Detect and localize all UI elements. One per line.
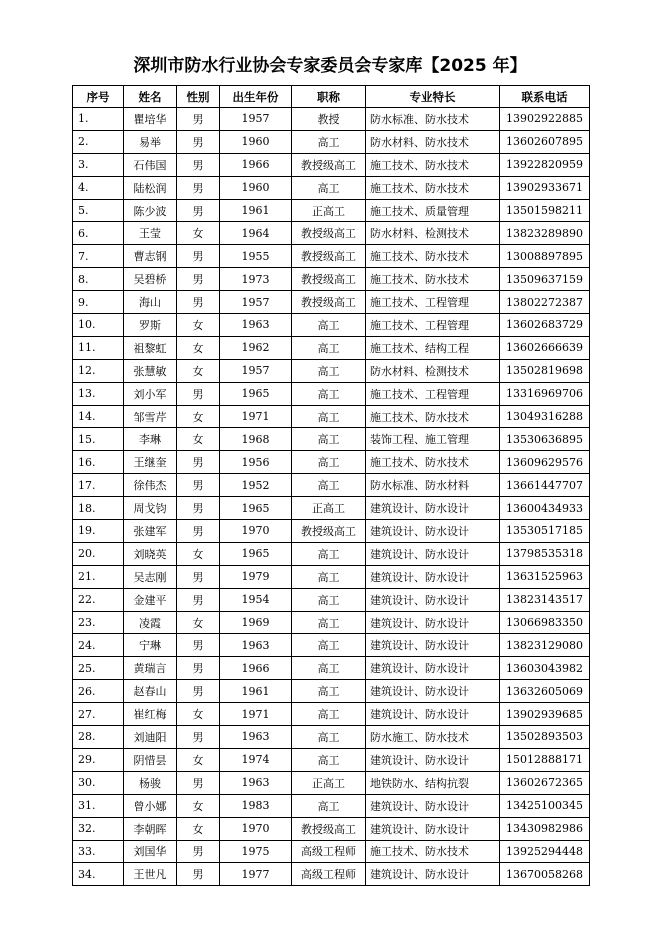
cell-name: 宁琳 — [124, 634, 177, 657]
cell-birth-year: 1960 — [220, 176, 292, 199]
table-row — [73, 588, 590, 611]
cell-title: 高工 — [292, 703, 366, 726]
cell-gender: 女 — [177, 748, 220, 771]
cell-name: 凌霞 — [124, 611, 177, 634]
cell-gender: 男 — [177, 291, 220, 314]
table-body — [73, 108, 590, 886]
cell-index: 8. — [73, 268, 124, 291]
cell-name: 陈少波 — [124, 199, 177, 222]
cell-specialty: 建筑设计、防水设计 — [366, 863, 500, 886]
cell-birth-year: 1960 — [220, 130, 292, 153]
cell-name: 黄瑞言 — [124, 657, 177, 680]
cell-title: 教授级高工 — [292, 222, 366, 245]
table-row — [73, 611, 590, 634]
table-row — [73, 382, 590, 405]
table-row — [73, 657, 590, 680]
cell-title: 高工 — [292, 336, 366, 359]
cell-name: 刘国华 — [124, 840, 177, 863]
header-row — [73, 86, 590, 108]
cell-gender: 女 — [177, 817, 220, 840]
cell-specialty: 施工技术、工程管理 — [366, 291, 500, 314]
table-row — [73, 474, 590, 497]
cell-birth-year: 1957 — [220, 108, 292, 131]
cell-gender: 女 — [177, 794, 220, 817]
cell-birth-year: 1977 — [220, 863, 292, 886]
cell-phone: 13670058268 — [500, 863, 590, 886]
page-title: 深圳市防水行业协会专家委员会专家库【2025 年】 — [133, 56, 527, 76]
cell-title: 高工 — [292, 428, 366, 451]
cell-phone: 13823289890 — [500, 222, 590, 245]
cell-name: 阴惜昙 — [124, 748, 177, 771]
cell-gender: 男 — [177, 726, 220, 749]
table-row — [73, 359, 590, 382]
cell-specialty: 施工技术、防水技术 — [366, 268, 500, 291]
table-row — [73, 863, 590, 886]
table-row — [73, 520, 590, 543]
cell-gender: 男 — [177, 108, 220, 131]
cell-index: 14. — [73, 405, 124, 428]
cell-phone: 13823129080 — [500, 634, 590, 657]
cell-phone: 13008897895 — [500, 245, 590, 268]
cell-name: 杨骏 — [124, 771, 177, 794]
table-row — [73, 336, 590, 359]
cell-name: 刘晓英 — [124, 542, 177, 565]
cell-gender: 男 — [177, 153, 220, 176]
cell-name: 王继奎 — [124, 451, 177, 474]
cell-phone: 13509637159 — [500, 268, 590, 291]
table-row — [73, 817, 590, 840]
cell-index: 22. — [73, 588, 124, 611]
cell-gender: 男 — [177, 657, 220, 680]
table-header — [73, 86, 590, 108]
cell-gender: 男 — [177, 497, 220, 520]
cell-birth-year: 1963 — [220, 726, 292, 749]
cell-phone: 13609629576 — [500, 451, 590, 474]
cell-name: 罗斯 — [124, 314, 177, 337]
cell-gender: 男 — [177, 474, 220, 497]
header-title: 职称 — [292, 86, 366, 108]
cell-index: 20. — [73, 542, 124, 565]
table-row — [73, 428, 590, 451]
cell-name: 张慧敏 — [124, 359, 177, 382]
cell-phone: 13802272387 — [500, 291, 590, 314]
cell-birth-year: 1968 — [220, 428, 292, 451]
table-row — [73, 222, 590, 245]
cell-title: 教授级高工 — [292, 291, 366, 314]
cell-specialty: 建筑设计、防水设计 — [366, 588, 500, 611]
cell-name: 王莹 — [124, 222, 177, 245]
cell-index: 4. — [73, 176, 124, 199]
cell-name: 李琳 — [124, 428, 177, 451]
cell-specialty: 建筑设计、防水设计 — [366, 542, 500, 565]
cell-gender: 女 — [177, 222, 220, 245]
cell-phone: 13902922885 — [500, 108, 590, 131]
cell-specialty: 建筑设计、防水设计 — [366, 680, 500, 703]
cell-birth-year: 1975 — [220, 840, 292, 863]
cell-title: 教授级高工 — [292, 520, 366, 543]
cell-phone: 13603043982 — [500, 657, 590, 680]
cell-title: 教授级高工 — [292, 245, 366, 268]
cell-phone: 13602607895 — [500, 130, 590, 153]
cell-index: 10. — [73, 314, 124, 337]
cell-birth-year: 1965 — [220, 497, 292, 520]
cell-index: 13. — [73, 382, 124, 405]
cell-birth-year: 1961 — [220, 199, 292, 222]
cell-birth-year: 1957 — [220, 291, 292, 314]
table-row — [73, 108, 590, 131]
cell-specialty: 施工技术、质量管理 — [366, 199, 500, 222]
cell-gender: 男 — [177, 520, 220, 543]
cell-phone: 13430982986 — [500, 817, 590, 840]
cell-birth-year: 1979 — [220, 565, 292, 588]
cell-phone: 13066983350 — [500, 611, 590, 634]
cell-index: 19. — [73, 520, 124, 543]
cell-specialty: 防水标准、防水技术 — [366, 108, 500, 131]
cell-gender: 女 — [177, 703, 220, 726]
cell-name: 李朝晖 — [124, 817, 177, 840]
cell-specialty: 施工技术、防水技术 — [366, 176, 500, 199]
cell-title: 教授 — [292, 108, 366, 131]
header-index: 序号 — [73, 86, 124, 108]
cell-specialty: 建筑设计、防水设计 — [366, 520, 500, 543]
cell-phone: 13425100345 — [500, 794, 590, 817]
table-row — [73, 794, 590, 817]
table-row — [73, 680, 590, 703]
cell-name: 吴志刚 — [124, 565, 177, 588]
cell-title: 高工 — [292, 657, 366, 680]
cell-phone: 13902933671 — [500, 176, 590, 199]
cell-phone: 13530636895 — [500, 428, 590, 451]
cell-gender: 女 — [177, 359, 220, 382]
cell-phone: 13823143517 — [500, 588, 590, 611]
cell-specialty: 建筑设计、防水设计 — [366, 817, 500, 840]
cell-gender: 女 — [177, 405, 220, 428]
table-row — [73, 634, 590, 657]
table-row — [73, 291, 590, 314]
cell-title: 高工 — [292, 726, 366, 749]
cell-title: 高工 — [292, 611, 366, 634]
cell-phone: 13501598211 — [500, 199, 590, 222]
table-row — [73, 153, 590, 176]
cell-phone: 13049316288 — [500, 405, 590, 428]
cell-birth-year: 1963 — [220, 634, 292, 657]
cell-title: 高工 — [292, 130, 366, 153]
cell-specialty: 建筑设计、防水设计 — [366, 611, 500, 634]
cell-specialty: 装饰工程、施工管理 — [366, 428, 500, 451]
cell-title: 正高工 — [292, 771, 366, 794]
cell-title: 高工 — [292, 634, 366, 657]
cell-birth-year: 1963 — [220, 771, 292, 794]
cell-gender: 女 — [177, 611, 220, 634]
cell-name: 曹志钢 — [124, 245, 177, 268]
cell-phone: 15012888171 — [500, 748, 590, 771]
cell-title: 高级工程师 — [292, 863, 366, 886]
table-row — [73, 542, 590, 565]
cell-birth-year: 1970 — [220, 520, 292, 543]
cell-specialty: 建筑设计、防水设计 — [366, 794, 500, 817]
cell-title: 高工 — [292, 405, 366, 428]
cell-name: 易举 — [124, 130, 177, 153]
cell-specialty: 建筑设计、防水设计 — [366, 703, 500, 726]
cell-index: 9. — [73, 291, 124, 314]
table-row — [73, 130, 590, 153]
cell-title: 高工 — [292, 588, 366, 611]
cell-title: 高工 — [292, 359, 366, 382]
cell-title: 高工 — [292, 680, 366, 703]
cell-name: 崔红梅 — [124, 703, 177, 726]
cell-name: 张建军 — [124, 520, 177, 543]
cell-specialty: 防水材料、检测技术 — [366, 359, 500, 382]
cell-gender: 男 — [177, 130, 220, 153]
cell-name: 石伟国 — [124, 153, 177, 176]
cell-birth-year: 1966 — [220, 153, 292, 176]
cell-index: 7. — [73, 245, 124, 268]
cell-name: 曾小娜 — [124, 794, 177, 817]
table-row — [73, 497, 590, 520]
cell-specialty: 施工技术、工程管理 — [366, 314, 500, 337]
cell-phone: 13530517185 — [500, 520, 590, 543]
cell-specialty: 建筑设计、防水设计 — [366, 657, 500, 680]
cell-gender: 男 — [177, 634, 220, 657]
cell-birth-year: 1954 — [220, 588, 292, 611]
cell-index: 33. — [73, 840, 124, 863]
cell-gender: 男 — [177, 840, 220, 863]
cell-gender: 女 — [177, 428, 220, 451]
cell-gender: 女 — [177, 542, 220, 565]
cell-index: 25. — [73, 657, 124, 680]
cell-specialty: 建筑设计、防水设计 — [366, 634, 500, 657]
cell-index: 29. — [73, 748, 124, 771]
cell-phone: 13600434933 — [500, 497, 590, 520]
cell-gender: 女 — [177, 314, 220, 337]
cell-phone: 13902939685 — [500, 703, 590, 726]
cell-gender: 男 — [177, 176, 220, 199]
cell-name: 周戈钧 — [124, 497, 177, 520]
cell-specialty: 建筑设计、防水设计 — [366, 497, 500, 520]
cell-index: 34. — [73, 863, 124, 886]
cell-specialty: 施工技术、防水技术 — [366, 245, 500, 268]
cell-name: 瞿培华 — [124, 108, 177, 131]
cell-title: 高工 — [292, 382, 366, 405]
cell-title: 高工 — [292, 748, 366, 771]
cell-specialty: 施工技术、防水技术 — [366, 405, 500, 428]
cell-index: 21. — [73, 565, 124, 588]
cell-title: 正高工 — [292, 199, 366, 222]
table-row — [73, 565, 590, 588]
cell-birth-year: 1973 — [220, 268, 292, 291]
cell-index: 17. — [73, 474, 124, 497]
cell-birth-year: 1965 — [220, 542, 292, 565]
cell-name: 邹雪芹 — [124, 405, 177, 428]
cell-gender: 男 — [177, 382, 220, 405]
cell-birth-year: 1970 — [220, 817, 292, 840]
cell-title: 教授级高工 — [292, 817, 366, 840]
cell-gender: 男 — [177, 565, 220, 588]
cell-gender: 男 — [177, 451, 220, 474]
cell-phone: 13798535318 — [500, 542, 590, 565]
cell-index: 6. — [73, 222, 124, 245]
cell-name: 陆松润 — [124, 176, 177, 199]
cell-title: 高工 — [292, 314, 366, 337]
cell-phone: 13602666639 — [500, 336, 590, 359]
cell-birth-year: 1971 — [220, 703, 292, 726]
cell-birth-year: 1952 — [220, 474, 292, 497]
cell-gender: 男 — [177, 268, 220, 291]
cell-phone: 13925294448 — [500, 840, 590, 863]
cell-gender: 男 — [177, 680, 220, 703]
cell-specialty: 施工技术、防水技术 — [366, 451, 500, 474]
cell-title: 高工 — [292, 176, 366, 199]
cell-title: 高级工程师 — [292, 840, 366, 863]
cell-specialty: 施工技术、工程管理 — [366, 382, 500, 405]
cell-index: 23. — [73, 611, 124, 634]
cell-title: 高工 — [292, 542, 366, 565]
cell-gender: 男 — [177, 863, 220, 886]
cell-phone: 13502893503 — [500, 726, 590, 749]
header-gender: 性别 — [177, 86, 220, 108]
cell-gender: 女 — [177, 336, 220, 359]
cell-title: 教授级高工 — [292, 153, 366, 176]
cell-birth-year: 1963 — [220, 314, 292, 337]
cell-index: 18. — [73, 497, 124, 520]
cell-name: 刘迪阳 — [124, 726, 177, 749]
cell-specialty: 防水标准、防水材料 — [366, 474, 500, 497]
cell-index: 3. — [73, 153, 124, 176]
cell-gender: 男 — [177, 771, 220, 794]
cell-specialty: 施工技术、防水技术 — [366, 840, 500, 863]
header-phone: 联系电话 — [500, 86, 590, 108]
table-row — [73, 268, 590, 291]
cell-title: 正高工 — [292, 497, 366, 520]
cell-birth-year: 1971 — [220, 405, 292, 428]
cell-index: 16. — [73, 451, 124, 474]
cell-birth-year: 1969 — [220, 611, 292, 634]
cell-birth-year: 1983 — [220, 794, 292, 817]
cell-specialty: 防水材料、检测技术 — [366, 222, 500, 245]
cell-specialty: 建筑设计、防水设计 — [366, 748, 500, 771]
cell-index: 1. — [73, 108, 124, 131]
cell-title: 高工 — [292, 794, 366, 817]
cell-specialty: 施工技术、结构工程 — [366, 336, 500, 359]
cell-phone: 13661447707 — [500, 474, 590, 497]
cell-phone: 13502819698 — [500, 359, 590, 382]
cell-index: 30. — [73, 771, 124, 794]
cell-index: 15. — [73, 428, 124, 451]
table-row — [73, 840, 590, 863]
cell-name: 刘小军 — [124, 382, 177, 405]
cell-birth-year: 1965 — [220, 382, 292, 405]
cell-phone: 13631525963 — [500, 565, 590, 588]
table-row — [73, 451, 590, 474]
cell-gender: 男 — [177, 588, 220, 611]
cell-birth-year: 1961 — [220, 680, 292, 703]
table-row — [73, 314, 590, 337]
cell-gender: 男 — [177, 245, 220, 268]
cell-title: 高工 — [292, 565, 366, 588]
header-specialty: 专业特长 — [366, 86, 500, 108]
cell-phone: 13632605069 — [500, 680, 590, 703]
table-row — [73, 199, 590, 222]
expert-table — [72, 85, 590, 886]
cell-name: 吴碧桥 — [124, 268, 177, 291]
cell-name: 海山 — [124, 291, 177, 314]
cell-index: 11. — [73, 336, 124, 359]
cell-birth-year: 1956 — [220, 451, 292, 474]
cell-birth-year: 1966 — [220, 657, 292, 680]
table-row — [73, 748, 590, 771]
cell-gender: 男 — [177, 199, 220, 222]
table-row — [73, 703, 590, 726]
cell-phone: 13602672365 — [500, 771, 590, 794]
cell-name: 祖黎虹 — [124, 336, 177, 359]
cell-index: 24. — [73, 634, 124, 657]
cell-birth-year: 1955 — [220, 245, 292, 268]
cell-specialty: 防水施工、防水技术 — [366, 726, 500, 749]
cell-title: 高工 — [292, 451, 366, 474]
cell-specialty: 施工技术、防水技术 — [366, 153, 500, 176]
cell-index: 5. — [73, 199, 124, 222]
cell-title: 高工 — [292, 474, 366, 497]
cell-index: 27. — [73, 703, 124, 726]
cell-title: 教授级高工 — [292, 268, 366, 291]
cell-birth-year: 1962 — [220, 336, 292, 359]
cell-name: 赵春山 — [124, 680, 177, 703]
cell-name: 金建平 — [124, 588, 177, 611]
table-row — [73, 176, 590, 199]
header-birth-year: 出生年份 — [220, 86, 292, 108]
cell-index: 31. — [73, 794, 124, 817]
cell-birth-year: 1974 — [220, 748, 292, 771]
cell-phone: 13602683729 — [500, 314, 590, 337]
cell-index: 32. — [73, 817, 124, 840]
cell-index: 12. — [73, 359, 124, 382]
cell-specialty: 地铁防水、结构抗裂 — [366, 771, 500, 794]
table-row — [73, 726, 590, 749]
table-row — [73, 405, 590, 428]
cell-phone: 13316969706 — [500, 382, 590, 405]
cell-specialty: 建筑设计、防水设计 — [366, 565, 500, 588]
cell-index: 2. — [73, 130, 124, 153]
cell-phone: 13922820959 — [500, 153, 590, 176]
cell-index: 28. — [73, 726, 124, 749]
table-row — [73, 771, 590, 794]
header-name: 姓名 — [124, 86, 177, 108]
cell-birth-year: 1957 — [220, 359, 292, 382]
cell-name: 王世凡 — [124, 863, 177, 886]
cell-specialty: 防水材料、防水技术 — [366, 130, 500, 153]
cell-name: 徐伟杰 — [124, 474, 177, 497]
table-row — [73, 245, 590, 268]
cell-index: 26. — [73, 680, 124, 703]
cell-birth-year: 1964 — [220, 222, 292, 245]
